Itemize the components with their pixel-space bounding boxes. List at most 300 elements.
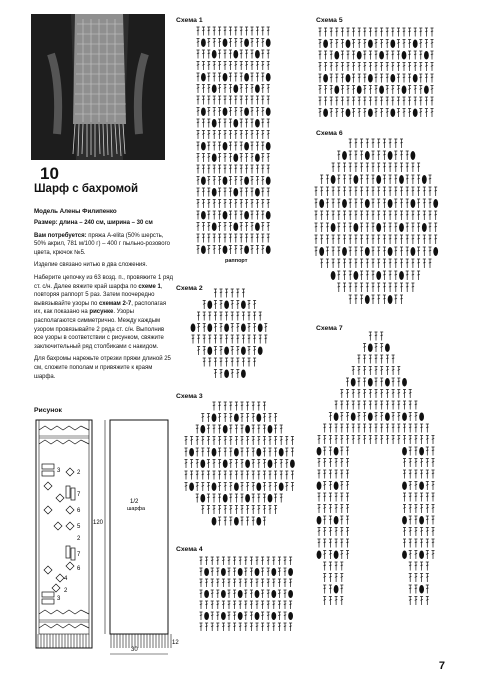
stitch-symbol (251, 223, 254, 232)
stitch-symbol (406, 163, 409, 172)
stitch-symbol (420, 597, 423, 606)
stitch-symbol (218, 27, 221, 36)
stitch-symbol (240, 85, 243, 94)
stitch-symbol (197, 200, 200, 209)
bobble-symbol (221, 612, 226, 620)
stitch-symbol (250, 612, 253, 620)
stitch-symbol (269, 437, 272, 446)
stitch-symbol (197, 131, 200, 140)
stitch-symbol (352, 97, 355, 106)
stitch-symbol (358, 74, 361, 83)
stitch-symbol (377, 139, 380, 148)
stitch-symbol (400, 235, 403, 244)
stitch-symbol (349, 283, 352, 292)
stitch-symbol (330, 109, 333, 118)
stitch-symbol (434, 211, 437, 220)
stitch-symbol (380, 332, 383, 341)
stitch-symbol (257, 402, 260, 411)
stitch-symbol (229, 223, 232, 232)
stitch-symbol (222, 601, 225, 609)
stitch-symbol (251, 234, 254, 243)
stitch-symbol (256, 131, 259, 140)
stitch-symbol (267, 154, 270, 163)
stitch-symbol (426, 574, 429, 583)
stitch-symbol (207, 211, 210, 220)
stitch-symbol (377, 187, 380, 196)
stitch-symbol (349, 295, 352, 304)
stitch-symbol (263, 483, 266, 492)
instr-schemes: схемам 2-7 (99, 300, 132, 307)
stitch-symbol (335, 505, 338, 514)
bobble-symbol (422, 175, 427, 184)
stitch-symbol (340, 551, 343, 560)
stitch-symbol (261, 39, 264, 48)
bobble-symbol (223, 39, 228, 48)
stitch-symbol (358, 97, 361, 106)
stitch-symbol (261, 246, 264, 255)
bobble-symbol (402, 378, 407, 387)
stitch-symbol (229, 211, 232, 220)
stitch-symbol (235, 425, 238, 434)
stitch-symbol (318, 528, 321, 537)
stitch-symbol (234, 62, 237, 71)
stitch-symbol (406, 247, 409, 256)
stitch-symbol (252, 448, 255, 457)
stitch-symbol (218, 50, 221, 59)
stitch-symbol (240, 177, 243, 186)
stitch-symbol (386, 390, 389, 399)
bobble-symbol (288, 612, 293, 620)
stitch-symbol (207, 177, 210, 186)
stitch-symbol (196, 494, 199, 503)
stitch-symbol (256, 39, 259, 48)
pattern-title: Шарф с бахромой (34, 183, 139, 195)
stitch-symbol (386, 367, 389, 376)
stitch-symbol (211, 590, 214, 598)
stitch-symbol (251, 119, 254, 128)
stitch-symbol (315, 247, 318, 256)
stitch-symbol (267, 234, 270, 243)
stitch-symbol (377, 247, 380, 256)
stitch-symbol (337, 223, 340, 232)
stitch-symbol (425, 28, 428, 37)
stitch-symbol (261, 211, 264, 220)
stitch-symbol (403, 470, 406, 479)
stitch-symbol (256, 623, 259, 631)
stitch-symbol (224, 223, 227, 232)
stitch-symbol (201, 471, 204, 480)
stitch-symbol (360, 151, 363, 160)
stitch-symbol (324, 97, 327, 106)
stitch-symbol (236, 335, 239, 344)
stitch-symbol (380, 401, 383, 410)
stitch-symbol (349, 235, 352, 244)
stitch-symbol (257, 425, 260, 434)
bobble-symbol (357, 51, 362, 60)
stitch-symbol (417, 211, 420, 220)
stitch-symbol (218, 211, 221, 220)
stitch-symbol (197, 223, 200, 232)
stitch-symbol (240, 131, 243, 140)
stitch-symbol (224, 471, 227, 480)
stitch-symbol (269, 448, 272, 457)
stitch-symbol (319, 86, 322, 95)
stitch-symbol (201, 414, 204, 423)
stitch-symbol (245, 119, 248, 128)
bobble-symbol (255, 119, 260, 128)
stitch-symbol (400, 283, 403, 292)
stitch-symbol (267, 612, 270, 620)
stitch-symbol (224, 200, 227, 209)
stitch-symbol (192, 335, 195, 344)
stitch-symbol (363, 63, 366, 72)
stitch-symbol (264, 324, 267, 333)
stitch-symbol (346, 378, 349, 387)
stitch-symbol (267, 568, 270, 576)
stitch-symbol (429, 211, 432, 220)
stitch-symbol (213, 437, 216, 446)
bobble-symbol (224, 370, 229, 379)
stitch-symbol (343, 223, 346, 232)
stitch-symbol (234, 142, 237, 151)
stitch-symbol (241, 483, 244, 492)
bobble-symbol (200, 460, 205, 469)
stitch-symbol (228, 590, 231, 598)
size-label: Размер: (34, 220, 58, 226)
stitch-symbol (251, 39, 254, 48)
bobble-symbol (351, 378, 356, 387)
stitch-symbol (335, 109, 338, 118)
stitch-symbol (386, 401, 389, 410)
stitch-symbol (386, 51, 389, 60)
bobble-symbol (255, 188, 260, 197)
stitch-symbol (320, 259, 323, 268)
stitch-symbol (229, 402, 232, 411)
stitch-symbol (197, 165, 200, 174)
stitch-symbol (372, 271, 375, 280)
stitch-symbol (197, 50, 200, 59)
stitch-symbol (197, 234, 200, 243)
stitch-symbol (207, 483, 210, 492)
bobble-symbol (266, 177, 271, 186)
stitch-symbol (207, 200, 210, 209)
stitch-symbol (213, 211, 216, 220)
bobble-symbol (411, 247, 416, 256)
stitch-symbol (329, 413, 332, 422)
stitch-symbol (318, 436, 321, 445)
bobble-symbol (390, 74, 395, 83)
stitch-symbol (369, 436, 372, 445)
stitch-symbol (228, 579, 231, 587)
stitch-symbol (235, 437, 238, 446)
bobble-symbol (376, 175, 381, 184)
stitch-symbol (375, 378, 378, 387)
stitch-symbol (400, 211, 403, 220)
stitch-symbol (329, 482, 332, 491)
stitch-symbol (375, 63, 378, 72)
stitch-symbol (190, 437, 193, 446)
bobble-symbol (244, 142, 249, 151)
stitch-symbol (329, 470, 332, 479)
stitch-symbol (318, 505, 321, 514)
stitch-symbol (202, 223, 205, 232)
stitch-symbol (267, 223, 270, 232)
bobble-symbol (351, 413, 356, 422)
stitch-symbol (403, 97, 406, 106)
stitch-symbol (236, 289, 239, 298)
bobble-symbol (419, 585, 424, 594)
instructions-paragraph (34, 274, 174, 351)
bobble-symbol (212, 85, 217, 94)
stitch-symbol (211, 579, 214, 587)
stitch-symbol (403, 63, 406, 72)
stitch-symbol (343, 163, 346, 172)
stitch-symbol (335, 562, 338, 571)
stitch-symbol (261, 119, 264, 128)
stitch-symbol (229, 73, 232, 82)
stitch-symbol (432, 482, 435, 491)
stitch-symbol (394, 247, 397, 256)
bobble-symbol (255, 568, 260, 576)
stitch-symbol (185, 460, 188, 469)
stitch-symbol (326, 199, 329, 208)
stitch-symbol (256, 200, 259, 209)
pattern-author: Модель Алены Филипенко (34, 208, 117, 215)
stitch-symbol (242, 289, 245, 298)
stitch-symbol (278, 579, 281, 587)
dim-height: 120 (93, 520, 104, 526)
stitch-symbol (340, 493, 343, 502)
stitch-symbol (236, 301, 239, 310)
stitch-symbol (197, 73, 200, 82)
materials-value: пряжа A-elita (50% шерсть, 50% акрил, 781 м/100 г) – 400 г пыльно-розового цвета, крючок №5. (34, 232, 171, 256)
stitch-symbol (408, 109, 411, 118)
bobble-symbol (233, 188, 238, 197)
stitch-symbol (426, 539, 429, 548)
stitch-symbol (251, 73, 254, 82)
stitch-symbol (228, 601, 231, 609)
instr-figure: рисунке (89, 309, 114, 316)
stitch-symbol (392, 413, 395, 422)
stitch-symbol (213, 460, 216, 469)
stitch-symbol (220, 370, 223, 379)
stitch-symbol (392, 424, 395, 433)
stitch-symbol (284, 579, 287, 587)
stitch-symbol (409, 562, 412, 571)
stitch-symbol (218, 246, 221, 255)
bobble-symbol (241, 347, 246, 356)
stitch-symbol (229, 460, 232, 469)
stitch-symbol (245, 165, 248, 174)
stitch-symbol (229, 154, 232, 163)
stitch-symbol (330, 40, 333, 49)
stitch-symbol (369, 86, 372, 95)
stitch-symbol (397, 378, 400, 387)
stitch-symbol (354, 259, 357, 268)
stitch-symbol (326, 211, 329, 220)
stitch-symbol (197, 119, 200, 128)
stitch-symbol (406, 283, 409, 292)
stitch-symbol (218, 108, 221, 117)
stitch-symbol (369, 367, 372, 376)
bobble-symbol (365, 295, 370, 304)
stitch-symbol (372, 175, 375, 184)
stitch-symbol (245, 223, 248, 232)
stitch-symbol (323, 493, 326, 502)
stitch-symbol (242, 312, 245, 321)
bobble-symbol (201, 108, 206, 117)
stitch-symbol (233, 557, 236, 565)
stitch-symbol (267, 50, 270, 59)
stitch-symbol (372, 151, 375, 160)
stitch-symbol (263, 471, 266, 480)
stitch-symbol (220, 301, 223, 310)
stitch-symbol (383, 211, 386, 220)
stitch-symbol (369, 390, 372, 399)
bobble-symbol (255, 590, 260, 598)
stitch-symbol (207, 119, 210, 128)
stitch-symbol (357, 355, 360, 364)
bobble-symbol (266, 108, 271, 117)
stitch-symbol (372, 187, 375, 196)
stitch-symbol (375, 401, 378, 410)
stitch-symbol (222, 579, 225, 587)
stitch-symbol (214, 370, 217, 379)
stitch-symbol (190, 460, 193, 469)
bobble-symbol (212, 50, 217, 59)
stitch-symbol (337, 163, 340, 172)
stitch-symbol (425, 74, 428, 83)
marker-7b: 7 (77, 552, 81, 558)
stitch-symbol (220, 358, 223, 367)
stitch-symbol (400, 247, 403, 256)
stitch-symbol (414, 551, 417, 560)
stitch-symbol (420, 436, 423, 445)
bobble-symbol (317, 551, 322, 560)
stitch-symbol (372, 259, 375, 268)
stitch-symbol (389, 223, 392, 232)
stitch-symbol (252, 437, 255, 446)
bobble-symbol (234, 448, 239, 457)
stitch-symbol (360, 163, 363, 172)
stitch-symbol (318, 470, 321, 479)
stitch-symbol (432, 551, 435, 560)
stitch-symbol (240, 154, 243, 163)
stitch-symbol (354, 163, 357, 172)
stitch-symbol (386, 97, 389, 106)
stitch-symbol (386, 40, 389, 49)
stitch-symbol (272, 579, 275, 587)
stitch-symbol (323, 574, 326, 583)
stitch-symbol (261, 579, 264, 587)
stitch-symbol (349, 139, 352, 148)
stitch-symbol (245, 200, 248, 209)
stitch-symbol (394, 163, 397, 172)
stitch-symbol (261, 188, 264, 197)
stitch-symbol (408, 63, 411, 72)
stitch-symbol (406, 187, 409, 196)
stitch-symbol (403, 528, 406, 537)
bobble-symbol (255, 612, 260, 620)
stitch-symbol (420, 574, 423, 583)
stitch-symbol (185, 483, 188, 492)
stitch-symbol (233, 590, 236, 598)
stitch-symbol (216, 557, 219, 565)
stitch-symbol (261, 131, 264, 140)
stitch-symbol (340, 401, 343, 410)
stitch-symbol (196, 437, 199, 446)
stitch-symbol (207, 85, 210, 94)
stitch-symbol (251, 85, 254, 94)
stitch-symbol (246, 437, 249, 446)
stitch-symbol (337, 151, 340, 160)
stitch-symbol (267, 131, 270, 140)
bobble-symbol (223, 142, 228, 151)
stitch-symbol (267, 590, 270, 598)
stitch-symbol (248, 347, 251, 356)
stitch-symbol (432, 528, 435, 537)
stitch-symbol (231, 347, 234, 356)
stitch-symbol (330, 28, 333, 37)
stitch-symbol (375, 332, 378, 341)
stitch-symbol (205, 623, 208, 631)
stitch-symbol (414, 447, 417, 456)
stitch-symbol (394, 223, 397, 232)
stitch-symbol (341, 63, 344, 72)
stitch-symbol (241, 425, 244, 434)
stitch-symbol (414, 97, 417, 106)
stitch-symbol (354, 151, 357, 160)
instr-part-1: Наберите цепочку из 63 возд. п., провяжите 1 ряд ст. с/н. Далее вяжите край шарфа по (34, 274, 173, 290)
bobble-symbol (266, 39, 271, 48)
scarf-photo (31, 14, 165, 160)
stitch-symbol (389, 283, 392, 292)
stitch-symbol (417, 175, 420, 184)
stitch-symbol (267, 601, 270, 609)
stitch-symbol (264, 335, 267, 344)
stitch-symbol (252, 471, 255, 480)
stitch-symbol (419, 74, 422, 83)
stitch-symbol (272, 601, 275, 609)
stitch-symbol (216, 590, 219, 598)
marker-4: 4 (64, 576, 68, 582)
stitch-symbol (241, 517, 244, 526)
bobble-symbol (234, 517, 239, 526)
stitch-symbol (240, 246, 243, 255)
stitch-symbol (414, 424, 417, 433)
stitch-symbol (259, 335, 262, 344)
stitch-symbol (326, 223, 329, 232)
stitch-symbol (363, 355, 366, 364)
bobble-symbol (212, 223, 217, 232)
stitch-symbol (335, 28, 338, 37)
stitch-symbol (289, 601, 292, 609)
stitch-symbol (201, 448, 204, 457)
stitch-symbol (409, 493, 412, 502)
stitch-symbol (218, 448, 221, 457)
bobble-symbol (424, 51, 429, 60)
stitch-symbol (389, 163, 392, 172)
stitch-symbol (213, 402, 216, 411)
stitch-symbol (251, 211, 254, 220)
stitch-symbol (250, 557, 253, 565)
stitch-symbol (414, 539, 417, 548)
marker-2b: 2 (77, 536, 81, 542)
stitch-symbol (332, 235, 335, 244)
stitch-symbol (420, 493, 423, 502)
stitch-symbol (397, 436, 400, 445)
stitch-symbol (352, 367, 355, 376)
